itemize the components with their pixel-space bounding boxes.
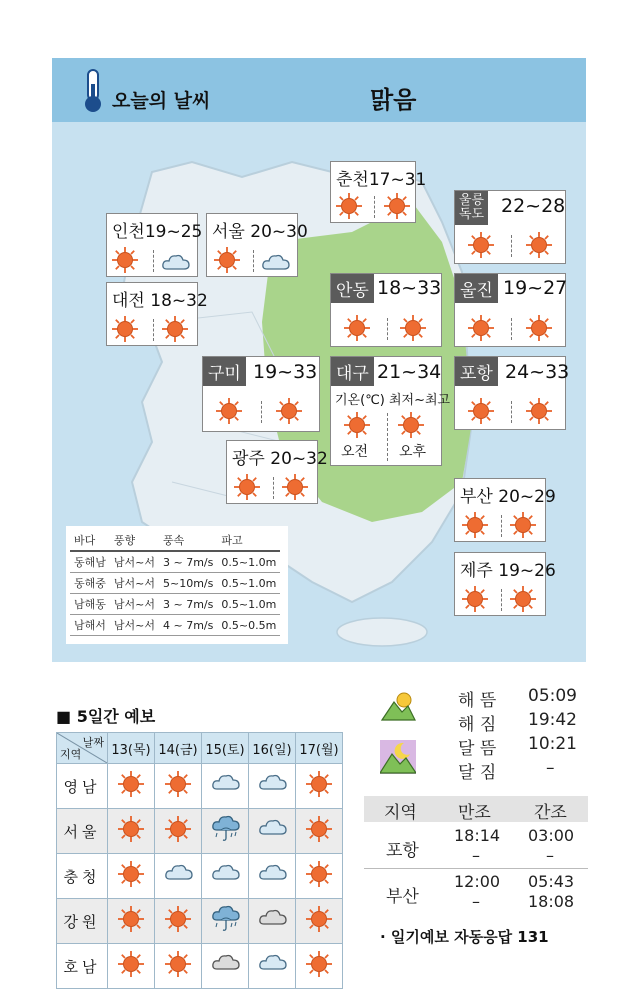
tide-low: 05:43: [528, 872, 575, 891]
forecast-cell: [155, 809, 202, 854]
sun-icon: [304, 860, 334, 888]
city-temp: 18~32: [150, 291, 208, 311]
overcast-cloud-icon: [210, 950, 240, 978]
city-card-chuncheon: [330, 161, 427, 223]
sun-icon: [467, 314, 495, 342]
forecast-cell: [249, 854, 296, 899]
cloud-icon: [257, 815, 287, 843]
forecast-cell: [202, 854, 249, 899]
city-temp: 17~31: [368, 170, 427, 190]
sun-icon: [116, 860, 146, 888]
sun-icon: [281, 473, 309, 501]
forecast-cell: [108, 854, 155, 899]
map-header: [52, 58, 586, 122]
sun-mountain-icon: [380, 690, 416, 722]
tide-high: 12:00: [454, 872, 501, 891]
forecast-corner: 날짜 지역: [57, 733, 108, 764]
forecast-cell: [155, 854, 202, 899]
sun-icon: [509, 511, 537, 539]
city-name-line1: 울릉: [459, 193, 485, 208]
tide-low: –: [546, 846, 554, 865]
forecast-cell: [108, 899, 155, 944]
sun-icon: [161, 315, 189, 343]
forecast-date: 15(토): [202, 733, 249, 764]
forecast-region: 영남: [57, 764, 108, 809]
city-temp: 20~32: [270, 449, 328, 469]
forecast-table: [56, 732, 343, 989]
forecast-region: 호남: [57, 944, 108, 989]
city-card-jeju: [454, 552, 556, 616]
table-row: 남해서 남서~서 4 ~ 7m/s 0.5~0.5m: [70, 615, 280, 636]
city-temp: 20~29: [498, 487, 556, 507]
sunrise-label: 해 뜸: [458, 691, 497, 711]
forecast-cell: [249, 899, 296, 944]
forecast-cell: [108, 809, 155, 854]
sunset-label: 해 짐: [458, 715, 497, 735]
table-row: [57, 854, 343, 899]
cloud-icon: [261, 250, 291, 272]
forecast-cell: [202, 944, 249, 989]
overcast-cloud-icon: [257, 905, 287, 933]
table-row: [57, 809, 343, 854]
forecast-date: 13(목): [108, 733, 155, 764]
forecast-cell: [155, 764, 202, 809]
tide-header-high: 만조: [458, 803, 491, 823]
city-name: 울진: [455, 274, 498, 303]
tide-high: 18:14: [454, 826, 501, 845]
sun-icon: [304, 815, 334, 843]
forecast-cell: [249, 764, 296, 809]
city-card-ulleung: [454, 190, 566, 264]
sun-icon: [116, 950, 146, 978]
forecast-cell: [296, 764, 343, 809]
tide-header-low: 간조: [534, 803, 567, 823]
sun-icon: [304, 770, 334, 798]
tide-region: 포항: [386, 841, 419, 861]
forecast-region: 서울: [57, 809, 108, 854]
city-temp: 20~30: [250, 222, 308, 242]
sun-icon: [163, 950, 193, 978]
table-row: 동해남 남서~서 3 ~ 7m/s 0.5~1.0m: [70, 551, 280, 573]
city-name-line2: 독도: [459, 207, 485, 222]
city-card-pohang: [454, 356, 570, 430]
forecast-region: 강원: [57, 899, 108, 944]
city-card-incheon: [106, 213, 203, 277]
sun-icon: [467, 231, 495, 259]
city-name: 포항: [455, 357, 498, 386]
moonset-label: 달 짐: [458, 763, 497, 783]
sunset-time: 19:42: [528, 710, 577, 730]
forecast-date: 16(일): [249, 733, 296, 764]
sun-icon: [461, 511, 489, 539]
sun-icon: [163, 770, 193, 798]
sunrise-time: 05:09: [528, 686, 577, 706]
forecast-cell: [296, 809, 343, 854]
city-temp: 19~33: [253, 361, 318, 383]
forecast-cell: [202, 809, 249, 854]
sea-condition-panel: [66, 526, 288, 644]
cloud-icon: [210, 860, 240, 888]
city-name: 부산: [460, 487, 493, 507]
sun-icon: [163, 815, 193, 843]
sun-icon: [343, 411, 371, 439]
tide-region: 부산: [386, 887, 419, 907]
city-card-daegu: [330, 356, 451, 466]
legend-pm: 오후: [399, 444, 427, 460]
rain-cloud-icon: [210, 905, 240, 933]
sun-icon: [111, 315, 139, 343]
forecast-cell: [296, 899, 343, 944]
sun-icon: [275, 397, 303, 425]
sun-icon: [525, 397, 553, 425]
city-card-gwangju: [226, 440, 328, 504]
sun-icon: [215, 397, 243, 425]
today-condition: 맑음: [370, 86, 417, 114]
sun-icon: [233, 473, 261, 501]
city-name: 춘천: [336, 170, 369, 190]
tide-low: 03:00: [528, 826, 575, 845]
sun-icon: [304, 950, 334, 978]
auto-response-footer: · 일기예보 자동응답 131: [380, 928, 549, 946]
sun-icon: [383, 192, 411, 220]
city-name: 광주: [232, 449, 265, 469]
forecast-cell: [108, 764, 155, 809]
city-name: 서울: [212, 222, 245, 242]
city-name: 제주: [460, 561, 493, 581]
sun-icon: [163, 905, 193, 933]
sun-icon: [399, 314, 427, 342]
sun-icon: [525, 314, 553, 342]
forecast-cell: [108, 944, 155, 989]
forecast-region: 충청: [57, 854, 108, 899]
table-row: 동해중 남서~서 5~10m/s 0.5~1.0m: [70, 573, 280, 594]
city-card-seoul: [206, 213, 308, 277]
header-title: 오늘의 날씨: [112, 90, 211, 112]
moon-mountain-icon: [380, 740, 416, 774]
weather-map-panel: [52, 58, 586, 662]
legend-am: 오전: [341, 444, 369, 460]
city-card-gumi: [202, 356, 320, 432]
table-row: [57, 899, 343, 944]
cloud-icon: [161, 250, 191, 272]
legend-label: 기온(℃) 최저~최고: [335, 393, 451, 408]
cloud-icon: [257, 770, 287, 798]
forecast-cell: [249, 944, 296, 989]
city-temp: 19~27: [503, 277, 568, 299]
tide-high: –: [472, 846, 480, 865]
city-temp: 21~34: [377, 361, 442, 383]
forecast-cell: [202, 899, 249, 944]
sun-icon: [525, 231, 553, 259]
table-row: [57, 944, 343, 989]
thermometer-icon: [80, 68, 106, 114]
sun-icon: [397, 411, 425, 439]
sun-icon: [111, 246, 139, 274]
sun-icon: [213, 246, 241, 274]
rain-cloud-icon: [210, 815, 240, 843]
moonrise-label: 달 뜸: [458, 739, 497, 759]
sea-condition-table: 바다 풍향 풍속 파고 동해남 남서~서 3 ~ 7m/s 0.5~1.0m 동해중 남서~서 5~10m/s 0.5~1.0m 남해동 남서~서 3 ~ 7m/s 0.5~1.0m 남해서 남서~서 4 ~ 7m/s 0.5~0.5m: [70, 530, 280, 636]
forecast-title: ■ 5일간 예보: [56, 707, 156, 726]
forecast-cell: [202, 764, 249, 809]
sun-icon: [335, 192, 363, 220]
city-name: 대구: [331, 357, 374, 386]
forecast-date: 14(금): [155, 733, 202, 764]
sun-icon: [461, 585, 489, 613]
city-card-busan: [454, 478, 556, 542]
sun-icon: [509, 585, 537, 613]
sun-icon: [304, 905, 334, 933]
forecast-cell: [249, 809, 296, 854]
tide-low: 18:08: [528, 892, 575, 911]
city-name: 안동: [331, 274, 374, 303]
forecast-cell: [296, 944, 343, 989]
table-row: [57, 764, 343, 809]
cloud-icon: [163, 860, 193, 888]
tide-divider: [364, 868, 588, 869]
forecast-cell: [155, 899, 202, 944]
city-temp: 19~26: [498, 561, 556, 581]
city-name: 인천: [112, 222, 145, 242]
forecast-cell: [296, 854, 343, 899]
cloud-icon: [210, 770, 240, 798]
city-card-uljin: [454, 273, 566, 347]
city-temp: 22~28: [501, 195, 566, 217]
tide-high: –: [472, 892, 480, 911]
forecast-cell: [155, 944, 202, 989]
forecast-date: 17(월): [296, 733, 343, 764]
city-card-daejeon: [106, 282, 208, 346]
city-card-andong: [330, 273, 442, 347]
city-temp: 19~25: [144, 222, 203, 242]
sun-icon: [116, 770, 146, 798]
moonrise-time: 10:21: [528, 734, 577, 754]
sun-icon: [467, 397, 495, 425]
city-name: 대전: [112, 291, 145, 311]
cloud-icon: [257, 860, 287, 888]
tide-header-region: 지역: [384, 803, 417, 823]
city-temp: 18~33: [377, 277, 442, 299]
sun-icon: [116, 815, 146, 843]
moonset-time: –: [546, 758, 555, 778]
city-temp: 24~33: [505, 361, 570, 383]
city-name: 구미: [203, 357, 246, 386]
sun-icon: [343, 314, 371, 342]
sun-icon: [116, 905, 146, 933]
table-row: 남해동 남서~서 3 ~ 7m/s 0.5~1.0m: [70, 594, 280, 615]
cloud-icon: [257, 950, 287, 978]
